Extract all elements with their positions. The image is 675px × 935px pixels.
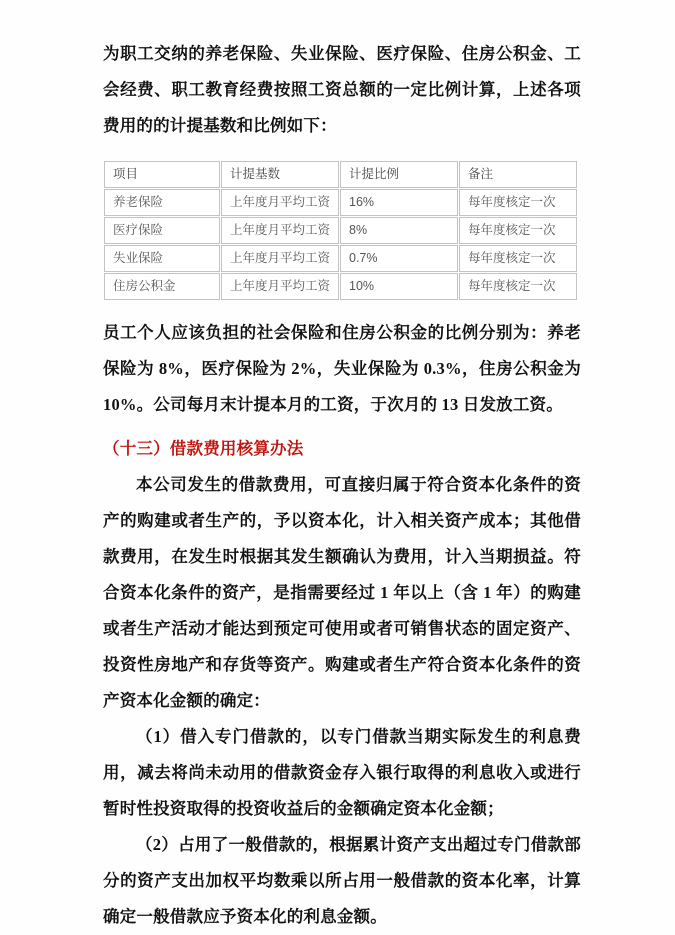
table-cell-rate: 8% xyxy=(340,217,458,244)
table-cell-base: 上年度月平均工资 xyxy=(221,245,339,272)
accrual-basis-table xyxy=(103,160,578,301)
table-cell-rate: 16% xyxy=(340,189,458,216)
table-header-row xyxy=(104,161,577,188)
section-heading-borrowing-costs: （十三）借款费用核算办法 xyxy=(103,439,304,458)
spacer-before-heading xyxy=(103,423,581,431)
table-header-item: 项目 xyxy=(104,161,220,188)
table-cell-rate: 10% xyxy=(340,273,458,300)
table-cell-remark: 每年度核定一次 xyxy=(459,217,577,244)
table-header-rate: 计提比例 xyxy=(340,161,458,188)
table-cell-remark: 每年度核定一次 xyxy=(459,245,577,272)
table-cell-item: 医疗保险 xyxy=(104,217,220,244)
table-cell-item: 失业保险 xyxy=(104,245,220,272)
table-cell-base: 上年度月平均工资 xyxy=(221,217,339,244)
paragraph-general-borrowing: （2）占用了一般借款的，根据累计资产支出超过专门借款部分的资产支出加权平均数乘以所占用一般借款的资本化率，计算确定一般借款应予资本化的利息金额。 xyxy=(103,835,581,926)
table-cell-remark: 每年度核定一次 xyxy=(459,273,577,300)
table-cell-rate: 0.7% xyxy=(340,245,458,272)
table-cell-item: 养老保险 xyxy=(104,189,220,216)
table-cell-base: 上年度月平均工资 xyxy=(221,189,339,216)
table-cell-remark: 每年度核定一次 xyxy=(459,189,577,216)
table-header-base: 计提基数 xyxy=(221,161,339,188)
paragraph-social-insurance-intro: 为职工交纳的养老保险、失业保险、医疗保险、住房公积金、工会经费、职工教育经费按照工资总额的一定比例计算，上述各项费用的的计提基数和比例如下： xyxy=(103,44,581,135)
document-content xyxy=(103,36,581,935)
spacer-after-table xyxy=(103,301,581,315)
table-cell-base: 上年度月平均工资 xyxy=(221,273,339,300)
table-row xyxy=(104,273,577,300)
table-cell-item: 住房公积金 xyxy=(104,273,220,300)
paragraph-employee-contribution: 员工个人应该负担的社会保险和住房公积金的比例分别为：养老保险为 8%，医疗保险为 2%，失业保险为 0.3%，住房公积金为 10%。公司每月末计提本月的工资，于次月的 13 日发放工资。 xyxy=(103,323,581,414)
table-header-remark: 备注 xyxy=(459,161,577,188)
table-row xyxy=(104,245,577,272)
spacer-before-table xyxy=(103,144,581,160)
paragraph-borrowing-cost-policy: 本公司发生的借款费用，可直接归属于符合资本化条件的资产的购建或者生产的，予以资本化，计入相关资产成本；其他借款费用，在发生时根据其发生额确认为费用，计入当期损益。符合资本化条件的资产，是指需要经过 1 年以上（含 1 年）的购建或者生产活动才能达到预定可使用或者可销售状态的固定资产、投资性房地产和存货等资产。购建或者生产符合资本化条件的资产资本化金额的确定： xyxy=(103,475,581,710)
table-row xyxy=(104,189,577,216)
paragraph-specific-borrowing: （1）借入专门借款的，以专门借款当期实际发生的利息费用，减去将尚未动用的借款资金存入银行取得的利息收入或进行暂时性投资取得的投资收益后的金额确定资本化金额； xyxy=(103,727,581,818)
table-row xyxy=(104,217,577,244)
